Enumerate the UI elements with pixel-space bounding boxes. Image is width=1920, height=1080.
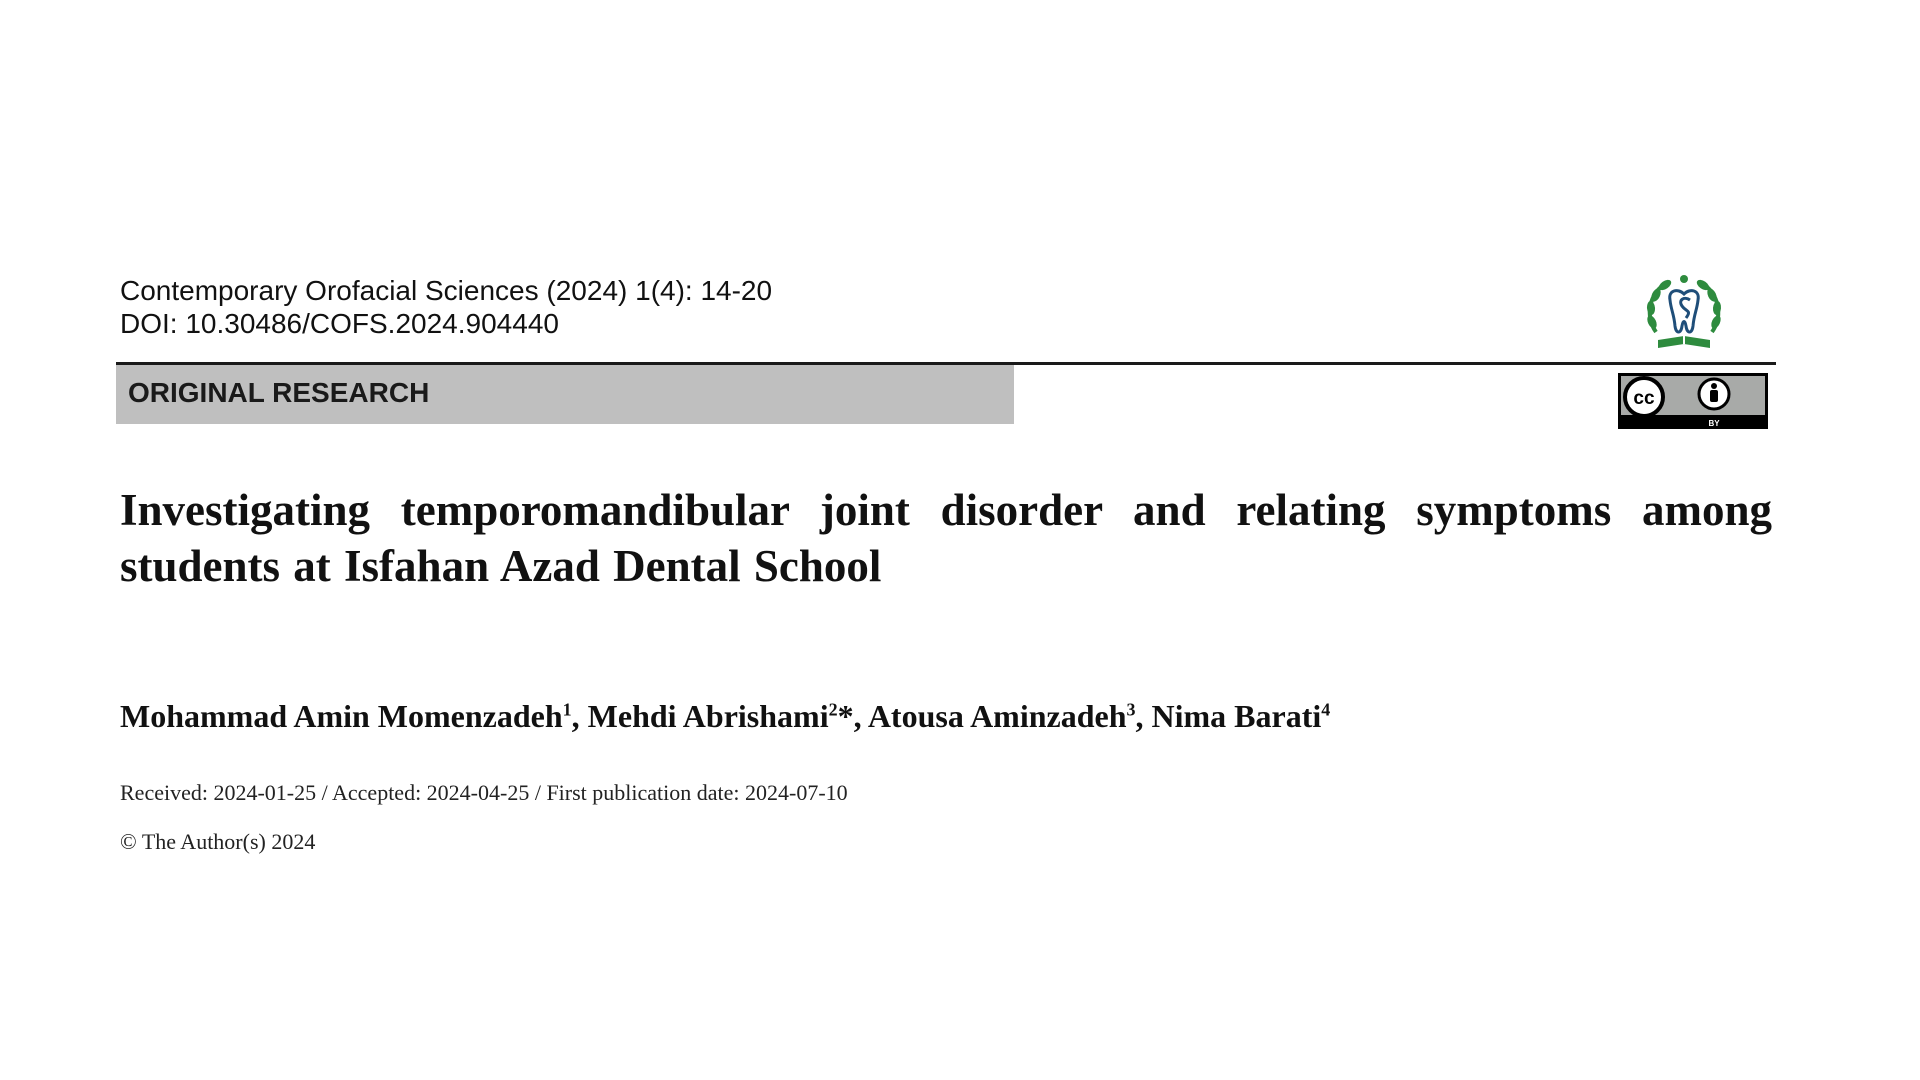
cc-label: cc (1633, 388, 1655, 409)
corresponding-author-marker: * (837, 698, 854, 734)
author-affiliation: 1 (562, 699, 572, 720)
author-name: Nima Barati (1151, 698, 1322, 734)
publication-dates: Received: 2024-01-25 / Accepted: 2024-04-25 / First publication date: 2024-07-10 (120, 780, 848, 805)
author-affiliation: 4 (1321, 699, 1331, 720)
author-name: Atousa Aminzadeh (867, 698, 1127, 734)
copyright-notice: © The Author(s) 2024 (120, 829, 316, 854)
author-separator: , (1135, 698, 1152, 734)
author-list (120, 694, 1330, 738)
article-type-banner (116, 365, 1014, 424)
author-separator: , (571, 698, 588, 734)
author-name: Mehdi Abrishami (587, 698, 829, 734)
author-affiliation: 2 (828, 699, 838, 720)
article-title: Investigating temporomandibular joint disorder and relating symptoms among students at Isfahan Azad Dental School (120, 485, 1772, 591)
author-separator: , (853, 698, 868, 734)
journal-citation: Contemporary Orofacial Sciences (2024) 1(4): 14-20 (120, 275, 773, 306)
article-type-label: ORIGINAL RESEARCH (128, 377, 430, 408)
author-name: Mohammad Amin Momenzadeh (120, 698, 563, 734)
journal-tooth-logo-icon (1638, 270, 1730, 362)
by-label: BY (1708, 419, 1720, 428)
author-affiliation: 3 (1126, 699, 1136, 720)
journal-doi: DOI: 10.30486/COFS.2024.904440 (120, 308, 559, 339)
cc-by-license-icon (1618, 373, 1768, 429)
